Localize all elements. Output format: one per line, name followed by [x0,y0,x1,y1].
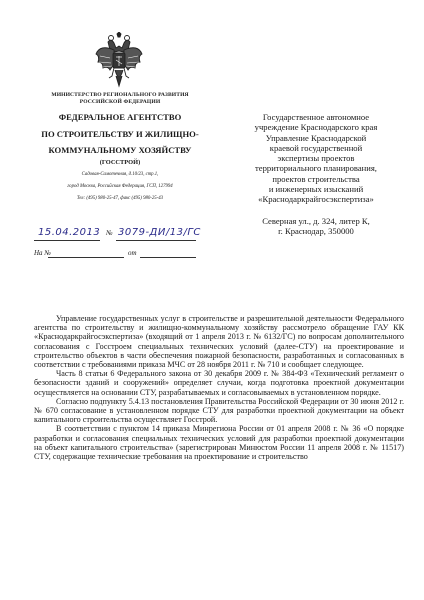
recipient-address-line1: Северная ул., д. 324, литер К, [262,215,370,226]
recipient-line: экспертизы проектов [277,153,355,164]
sender-address-line3: Тел: (495) 980-25-47, факс (495) 980-25-43 [76,195,164,201]
registration-number-label: № [106,229,113,237]
reference-number-label: На № [34,249,51,257]
recipient-line: Управление Краснодарской [265,132,367,143]
registration-date: 15.04.2013 [38,227,101,238]
registration-number: 3079-ДИ/13/ГС [118,227,201,238]
body-paragraph-3: Согласно подпункту 5.4.13 постановления Правительства Российской Федерации от 30 июня 2012 г. № 670 согласование в установленном порядке СТУ для разработки проектной документации на объект капитального строительства осуществляет Госстрой. [34,396,404,425]
recipient-line: и инженерных изысканий [268,184,364,195]
agency-name-line1: ФЕДЕРАЛЬНОЕ АГЕНТСТВО [58,112,182,122]
reference-number-underline [48,257,124,258]
recipient-line: «Краснодаркрайгосэкспертиза» [258,194,374,205]
agency-name-line2: ПО СТРОИТЕЛЬСТВУ И ЖИЛИЩНО- [41,128,199,139]
recipient-line: проектов строительства [272,173,360,184]
reference-from-label: от [128,249,137,257]
body-paragraph-2: Часть 8 статьи 6 Федерального закона от 30 декабря 2009 г. № 384-ФЗ «Технический регламент о безопасности зданий и сооружений» определяет случаи, когда подготовка проектной документации осуществляется на основании СТУ, разрабатываемых и согласовываемых в установленном порядке. [34,369,404,397]
recipient-address-line2: г. Краснодар, 350000 [278,226,354,237]
body-paragraph-4: В соответствии с пунктом 14 приказа Минрегиона России от 01 апреля 2008 г. № 36 «О порядке разработки и согласования специальных технических условий для разработки проектной документации на объект капитального строительства» (зарегистрирован Минюстом России 11 апреля 2008 г. № 11517) СТУ, содержащие технические требования на проектирование и строительство [34,424,404,462]
recipient-line: Государственное автономное [262,112,370,122]
sender-header [30,92,210,202]
date-underline [34,240,100,241]
number-underline [116,240,196,241]
body-paragraph-1: Управление государственных услуг в строительстве и разрешительной деятельности Федерального агентства по строительству и жилищно-коммунальному хозяйству рассмотрело обращение ГАУ КК «Краснодаркрайгосэкспертиза» (входящий от 1 апреля 2013 г. № 6132/ГС) по вопросам дополнительного согласования с Госстроем специальных технических условий (далее-СТУ) на проектирование и строительство объектов в части обеспечения пожарной безопасности, разработанных и согласованных в соответствии с требованиями приказа МЧС от 28 ноября 2011 г. № 710 и сообщает следующее. [34,314,404,370]
reference-date-underline [140,257,196,258]
recipient-block [218,112,414,237]
agency-abbreviation: (ГОССТРОЙ) [99,158,141,166]
ministry-name-line2: РОССИЙСКОЙ ФЕДЕРАЦИИ [79,99,161,105]
agency-name-line3: КОММУНАЛЬНОМУ ХОЗЯЙСТВУ [48,145,192,155]
ministry-name-line1: МИНИСТЕРСТВО РЕГИОНАЛЬНОГО РАЗВИТИЯ [51,92,189,98]
russian-coat-of-arms-emblem [94,32,144,88]
recipient-line: территориального планирования, [255,163,377,174]
sender-address-line1: Садовая-Самотечная, д.10/23, стр.1, [81,171,159,177]
recipient-line: краевой государственной [269,142,363,153]
letter-body [34,314,404,461]
sender-address-line2: город Москва, Российская Федерация, ГСП, 127994 [67,183,173,189]
recipient-line: учреждение Краснодарского края [254,122,378,133]
